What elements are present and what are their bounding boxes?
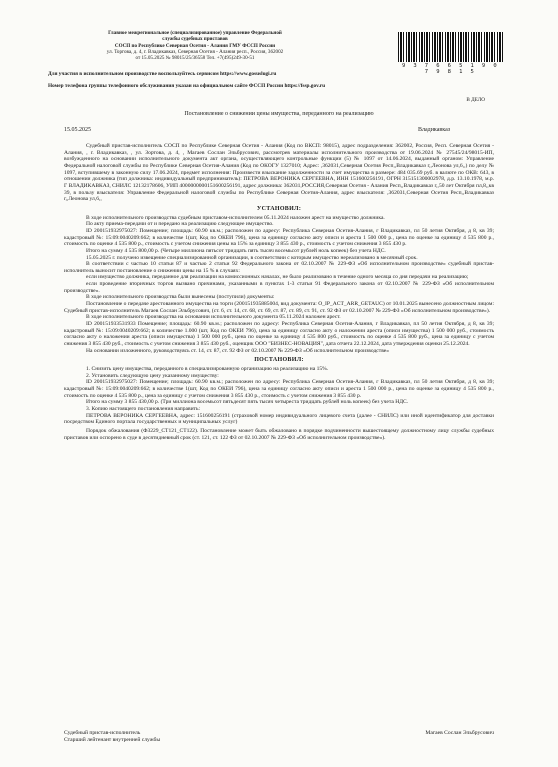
body-paragraph: В ходе исполнительного производства были вынесены (поступили) документы: [86,294,275,301]
header-line: СОСП по Республике Северная Осетия - Алания ГМУ ФССП России [114,42,276,49]
signer-name: Магаев Сослан Эльбрусович [425,730,494,736]
decision-item: Итого на сумму 3 855 430,00 р. (Три миллиона восемьсот пятьдесят пять тысяч четыреста тридцать рублей ноль копеек) без учета НДС. [86,399,409,406]
decision-item: ID 200151932975027: Помещение; площадь: 60.90 кв.м.; расположен по адресу: Республика Северная Осетия-Алания, г Владикавказ, пл 50 летия Октября, д 8, кв 39; кадастровый №: 15:09:0040209:662; в количестве 1(шт, Код по ОКЕИ 796), цена за единицу согласно акту описи и ареста 1 500 000 р., цена по оценке за единицу 4 535 800 р., стоимость по оценке 4 535 800 р., цена за единицу с учетом снижения 3 855 430 р., стоимость с учетом снижения 3 855 430 р. [64,379,494,399]
document-city: Владикавказ [418,127,451,133]
body-paragraph: В соответствии с частью 10 статьи 87 и частью 2 статьи 92 Федерального закона от 02.10.2007 № 229-ФЗ «Об исполнительном производстве» судебный пристав-исполнитель выносит постановление о снижении цены на 15 % в случаях: [64,261,494,274]
body-paragraph: В ходе исполнительного производства судебным приставом-исполнителем 05.11.2024 наложен арест на имущество должника. [86,214,385,221]
header-line: службы судебных приставов [162,36,228,43]
established-heading: УСТАНОВИЛ: [256,205,302,212]
document-title: Постановление о снижении цены имущества, переданного на реализацию [184,111,374,117]
phone-service-line: Номер телефона группы телефонного обслуживания указан на официальном сайте ФССП России https://fssp.gov.ru [48,83,326,89]
document-date: 15.05.2025 [64,127,91,133]
decision-item: 1. Снизить цену имущества, переданного в специализированную организацию на реализацию на 15%. [86,366,329,372]
issuer-header [45,30,345,61]
decision-item: ПЕТРОВА ВЕРОНИКА СЕРГЕЕВНА, адрес: 151600256191 (страховой номер индивидуального лицевого счета (далее - СНИЛС) или иной идентификатор для доставки посредством Единого портала государственных и муниципальных услуг) [64,412,494,426]
header-line: ул. Торгова, д. 4, г. Владикавказ, Северная Осетия - Алания респ., Россия, 362002 [106,48,284,55]
body-paragraph: По акту приема-передачи от и передано на реализацию следующее имущество. [86,221,274,228]
body-paragraph: Итого на сумму 4 535 800,00 р. (Четыре миллиона пятьсот тридцать пять тысяч восемьсот рублей ноль копеек) без учета НДС. [86,247,386,254]
barcode-number: 9 3 7 6 6 5 1 9 0 7 9 8 1 5 [401,63,500,75]
intro-paragraph: Судебный пристав-исполнитель СОСП по Республике Северная Осетия - Алания (Код по ВКСП: 98015), адрес подразделения: 362002, Россия, Респ. Северная Осетия - Алания, , г. Владикавказ, , ул. Зортова, д. 4, , Магаев Сослан Эльбрусович, рассмотрев материалы исполнительного производства от 19.06.2024 № 27545/24/98015-ИП, возбужденного на основании исполнительного документа акт органа, осуществляющего контрольные функции (5) № 1097 от 14.06.2024, выданный органом: Управление Федеральной налоговой службы по Республике Северная Осетия-Алания (Код по ОКОГУ 1327010; Адрес: ,362031,Северная Осетия Респ,,Владикавказ г,,Леонова ул,6,,) по делу № 1097, вступившему в законную силу 17.06.2024, предмет исполнения: Произвести взыскание задолженности за счет имущества в размере: 484 035.69 руб. в валюте по ОКВ: 643, в отношении должника (тип должника: индивидуальный предприниматель): ПЕТРОВА ВЕРОНИКА СЕРГЕЕВНА, ИНН 151600256191, ОГРН 315151300002978, д.р. 13.10.1978, м.р. Г ВЛАДИКАВКАЗ, СНИЛС 12132178606, УИП 400000000015160025619​1, адрес должника: 362031,РОССИЯ,Северная Осетия - Алания Респ,,Владикавказ г,,50 лет Октября пл,8,,кв 39, в пользу взыскателя: Управление Федеральной налоговой службы по Республике Северная Осетия-Алания, адрес взыскателя: ,362031,Северная Осетия Респ,,Владикавказ г,,Леонова ул,6,, [64,143,494,203]
body-paragraph: ID 200151933531933 Помещение; площадь: 60.90 кв.м.; расположен по адресу: Республика Северная Осетия-Алания, г Владикавказ, пл 50 летия Октября, д 8, кв 39; кадастровый №: 15:09:0040209:662; в количестве 1.000 (шт, Код по ОКЕИ 796), цена за единицу согласно акту о наложении ареста (описи имущества) 1 500 000 руб., стоимость согласно акту о наложении ареста (описи имущества) 1 500 000 руб., цена по оценке за единицу 4 535 800 руб., стоимость по оценке 4 535 800 руб., цена за единицу с учетом снижения 3 855 430 руб., стоимость с учетом снижения 3 855 430 руб., оценщик ООО "БИЗНЕС-НОВАЦИЯ", дата отчета 22.12.2024, дата утверждения оценки 25.12.2024. [64,321,494,348]
decision-item: 3. Копию настоящего постановления направить: [86,405,201,412]
signer-position: Судебный пристав-исполнитель [64,730,141,736]
gosuslugi-service-line: Для участия в исполнительном производстве воспользуйтесь сервисом https://www.gosuslugi.ru [48,71,277,77]
signature-block [64,730,494,743]
body-paragraph: если проведение вторичных торгов вызвано причинами, указанными в пунктах 1-3 статьи 91 Федерального закона от 02.10.2007 № 229-ФЗ «Об исполнительном производстве». [64,281,494,294]
signer-rank: Старший лейтенант внутренней службы [64,736,161,743]
body-paragraph: если имущество должника, переданное для реализации на комиссионных началах, не было реализовано в течение одного месяца со дня передачи на реализацию; [86,274,469,281]
v-delo-mark: В ДЕЛО [466,97,485,103]
appeal-procedure: Порядок обжалования (Ф3229_СТ121_СТ122). Постановление может быть обжаловано в порядке подчиненности вышестоящему должностному лицу службы судебных приставов или оспорено в суде в десятидневный срок (ст. 121, ст. 122 ФЗ от 02.10.2007 № 229-ФЗ «Об исполнительном производстве»). [64,427,494,441]
barcode [398,32,503,62]
header-line: Главное межрегиональное (специализированное) управление Федеральной [108,30,282,36]
decided-heading: ПОСТАНОВИЛ: [254,357,304,364]
body-paragraph: Постановление о передаче арестованного имущества на торги (200151935885004, вид документа: O_IP_ACT_ARR_GETAUC) от 10.01.2025 вынесено должностным лицом: Судебный пристав-исполнитель Магаев Сослан Эльбрусович, (ст. 6, ст. 14, ст. 68, ст. 69, ст. 87, ст. 89, ст. 91, ст. 92 ФЗ от 02.10.2007 № 229-ФЗ «Об исполнительном производстве»). [64,301,494,314]
body-paragraph: В ходе исполнительного производства на основании исполнительного документа 05.11.2024 наложен арест. [86,314,341,321]
body-paragraph: ID 200151932975027: Помещение; площадь: 60.90 кв.м.; расположен по адресу: Республика Северная Осетия-Алания, г Владикавказ, пл 50 летия Октября, д 8, кв 39; кадастровый №: 15:09:0040209:662; в количестве 1(шт, Код по ОКЕИ 796), цена за единицу согласно акту описи и ареста 1 500 000 р., цена по оценке за единицу 4 535 800 р., стоимость по оценке 4 535 800 р., стоимость с учетом снижения цены на 15% за единицу 3 855 430 р., стоимость с учетом снижения 3 855 430 р. [64,227,494,248]
body-paragraph: 15.05.2025 г. получено извещение специализированной организации, в соответствии с которым имущество нереализовано в месячный срок. [86,254,418,261]
document-body [64,143,494,441]
body-paragraph: На основании изложенного, руководствуясь ст. 14, ст. 87, ст. 92 ФЗ от 02.10.2007 № 229-ФЗ «Об исполнительном производстве» [86,347,390,354]
decision-item: 2. Установить следующую цену указанному имуществу: [86,372,219,379]
header-line: от 15.05.2025 № 98015/25/36558 Тел. +7(495)249-30-51 [135,55,255,62]
